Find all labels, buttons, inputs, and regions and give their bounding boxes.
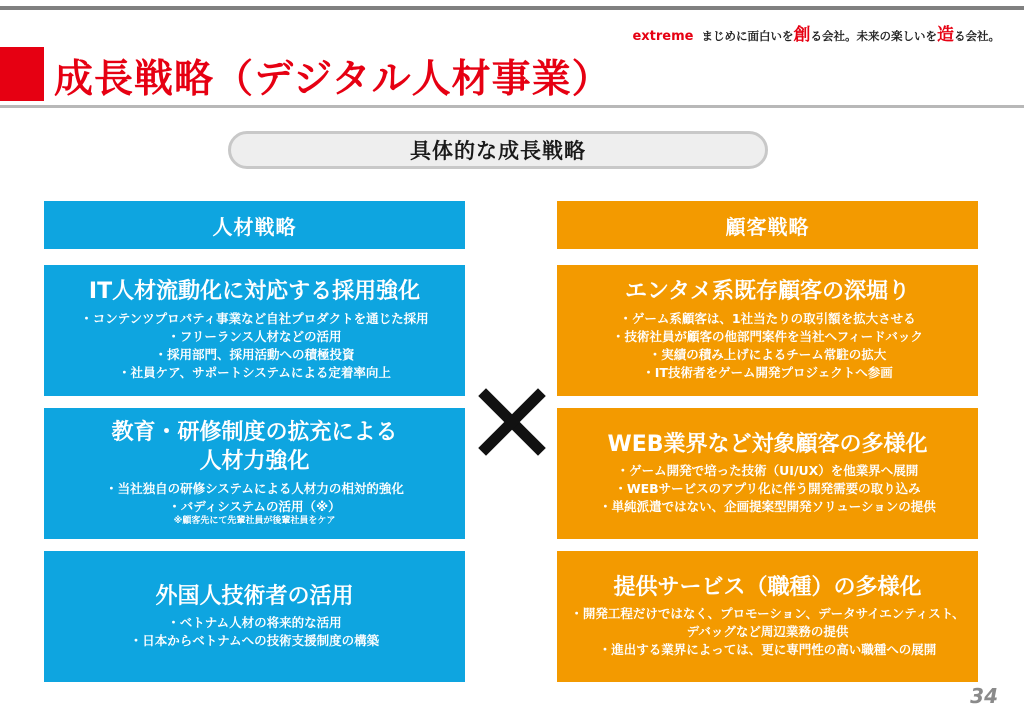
left-box-foreign-engineers (44, 551, 465, 682)
right-box-client-diversification (557, 408, 978, 539)
page-title: 成長戦略（デジタル人材事業） (54, 57, 612, 102)
box-title: 外国人技術者の活用 (155, 583, 354, 609)
section-subtitle: 具体的な成長戦略 (228, 131, 768, 169)
bullet: デバッグなど周辺業務の提供 (686, 624, 849, 640)
bullet: ・WEBサービスのアプリ化に伴う開発需要の取り込み (614, 481, 921, 497)
bullet: ・単純派遣ではない、企画提案型開発ソリューションの提供 (599, 499, 936, 515)
box-title: IT人材流動化に対応する採用強化 (88, 279, 421, 305)
bullet: ・バディシステムの活用（※） (168, 498, 341, 514)
bullet: ・フリーランス人材などの活用 (167, 329, 342, 345)
title-underline (0, 105, 1024, 108)
footnote: ※顧客先にて先輩社員が後輩社員をケア (173, 515, 336, 526)
bullet: ・日本からベトナムへの技術支援制度の構築 (129, 633, 380, 649)
right-box-existing-clients (557, 265, 978, 396)
bullet: ・当社独自の研修システムによる人材力の相対的強化 (105, 480, 404, 496)
right-box-service-diversification (557, 551, 978, 682)
bullet: ・採用部門、採用活動への積極投資 (154, 347, 355, 363)
title-accent-bar (0, 47, 44, 101)
bullet: ・社員ケア、サポートシステムによる定着率向上 (118, 365, 391, 381)
right-column-heading: 顧客戦略 (557, 201, 978, 249)
box-title-line1: 教育・研修制度の拡充による (111, 420, 398, 446)
bullet: ・ゲーム系顧客は、1社当たりの取引額を拡大させる (619, 311, 916, 327)
box-title: WEB業界など対象顧客の多様化 (607, 431, 928, 457)
bullet: ・コンテンツプロパティ事業など自社プロダクトを通じた採用 (80, 311, 429, 327)
bullet: ・進出する業界によっては、更に専門性の高い職種への展開 (598, 642, 937, 658)
box-title-line2: 人材力強化 (199, 449, 310, 475)
page-number: 34 (970, 684, 998, 708)
left-box-training (44, 408, 465, 539)
company-slogan: extreme まじめに面白いを創る会社。未来の楽しいを造る会社。 (632, 25, 1000, 45)
bullet: ・開発工程だけではなく、プロモーション、データサイエンティスト、 (570, 606, 965, 622)
bullet: ・技術社員が顧客の他部門案件を当社へフィードバック (612, 329, 923, 345)
left-box-recruitment (44, 265, 465, 396)
left-column-heading: 人材戦略 (44, 201, 465, 249)
box-title: エンタメ系既存顧客の深堀り (624, 279, 911, 305)
multiply-icon (478, 388, 546, 456)
bullet: ・実績の積み上げによるチーム常駐の拡大 (648, 347, 887, 363)
bullet: ・ゲーム開発で培った技術（UI/UX）を他業界へ展開 (616, 463, 919, 479)
bullet: ・ベトナム人材の将来的な活用 (167, 615, 342, 631)
brand-logo: extreme (632, 29, 694, 44)
top-rule (0, 6, 1024, 10)
bullet: ・IT技術者をゲーム開発プロジェクトへ参画 (642, 365, 893, 381)
box-title: 提供サービス（職種）の多様化 (613, 574, 922, 600)
